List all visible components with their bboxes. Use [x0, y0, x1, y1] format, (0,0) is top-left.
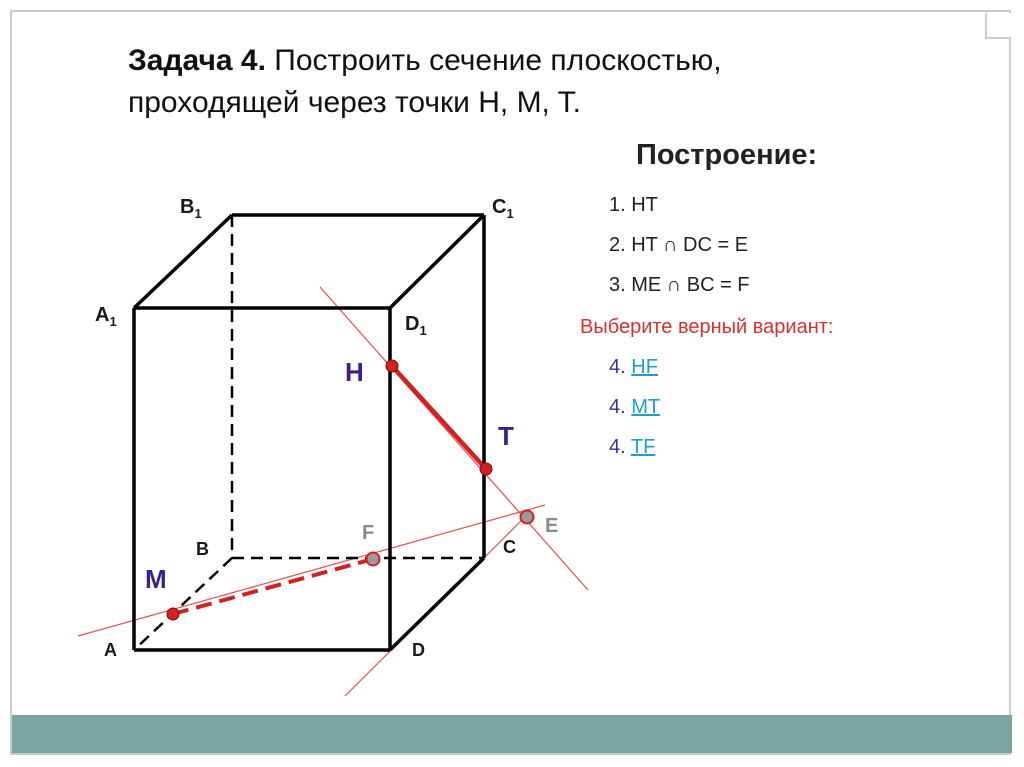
- edge-dc: [390, 558, 484, 650]
- point-f-marker: [367, 553, 380, 566]
- option-mt-link[interactable]: MT: [631, 396, 661, 418]
- option-hf-link[interactable]: HF: [631, 356, 658, 378]
- vertex-label-b: B: [196, 539, 209, 559]
- line-ht-extension: [320, 287, 588, 590]
- vertex-label-b1: $B_1$: [180, 196, 202, 221]
- construction-heading: Построение:: [636, 139, 818, 171]
- problem-text-line2: проходящей через точки H, M, T.: [128, 86, 582, 119]
- point-t-marker: [480, 463, 492, 475]
- option-tf-prefix: 4.: [609, 436, 631, 458]
- point-h-marker: [386, 360, 398, 372]
- vertex-label-a: A: [104, 640, 117, 660]
- vertex-label-c: C: [503, 537, 516, 557]
- point-m-marker: [167, 608, 179, 620]
- edge-c1d1: [390, 215, 484, 308]
- problem-text-line1: Построить сечение плоскостью,: [274, 44, 722, 77]
- option-tf-link[interactable]: TF: [630, 436, 656, 458]
- step-1: 1. HT: [609, 194, 658, 216]
- point-label-e: E: [545, 515, 559, 537]
- option-hf-prefix: 4.: [609, 356, 632, 378]
- edge-a1b1: [134, 215, 232, 308]
- option-mt-prefix: 4.: [609, 396, 632, 418]
- section-segment-ht: [392, 366, 486, 469]
- vertex-label-d1: $D_1$: [405, 313, 427, 338]
- vertex-label-c1: $C_1$: [492, 196, 514, 221]
- point-label-h: H: [345, 357, 364, 387]
- point-label-t: T: [498, 421, 514, 451]
- vertex-label-d: D: [412, 640, 425, 660]
- problem-label: Задача 4.: [128, 44, 266, 77]
- choose-variant-prompt: Выберите верный вариант:: [580, 316, 834, 338]
- point-e-marker: [521, 511, 534, 524]
- vertex-label-a1: $A_1$: [95, 304, 117, 329]
- step-3: 3. ME ∩ BC = F: [609, 274, 750, 296]
- point-label-f: F: [362, 522, 375, 544]
- step-2: 2. HT ∩ DC = E: [609, 234, 749, 256]
- point-label-m: M: [145, 564, 167, 594]
